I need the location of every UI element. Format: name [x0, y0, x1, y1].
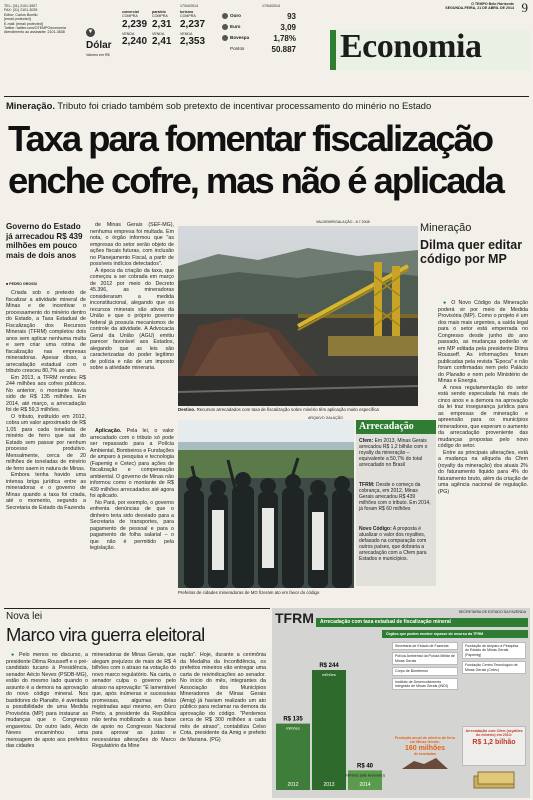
market-row: Bovespa 1,78%: [222, 34, 300, 43]
infographic: [272, 608, 530, 798]
bar-unit-label: milhões: [322, 672, 336, 677]
box-item: Novo Código: A proposta é atualizar o valor dos royalties, defasado na comparação com outros países, que dobraria a arrecadação com a Cfem para Estados e municípios.: [359, 526, 427, 562]
paragraph: ● O Novo Código da Mineração poderá vir por meio de Medida Provisória (MP). Como o projeto é um dos mais mais urgentes, a saída legal para o setor está emperrada no Congresso desde junho do ano passado, as mudanças poderão vir em MP editada pela presidente Dilma Rousseff. As informações foram publicadas pela revista "Época" e não foram confirmadas nem pelo Palácio do Planalto e nem pelo Ministério de Minas e Energia.: [438, 300, 528, 384]
infographic-credit: SECRETARIA DE ESTADO DA FAZENDA: [458, 610, 526, 614]
dot-icon: ●: [443, 300, 452, 306]
category-label: 2014: [359, 782, 371, 788]
kicker-rest: Tributo foi criado também sob pretexto de incentivar processamento do minério no Estado: [57, 100, 432, 111]
paragraph: No Pará, por exemplo, o governo enfrenta denúncias de que o dinheiro teria sido desviado para a Secretaria de transportes, para pagamento de pessoal e para o pagamento de folha salarial – o que não é permitido pela legislação.: [90, 499, 174, 551]
box-title: Arrecadação: [359, 421, 414, 432]
photo2-credit: ARQUIVO GALAÇÃO: [308, 416, 343, 420]
category-label: 2012: [287, 782, 299, 788]
contact-line: [email protected]: [4, 17, 31, 22]
market-row: Euro 3,09: [222, 23, 300, 32]
bar-value-label: R$ 40: [356, 763, 374, 770]
bottom-col-3: [180, 652, 266, 798]
organ-item: Secretaria de Estado de Fazenda: [392, 642, 458, 650]
kicker: Mineração.: [6, 100, 55, 111]
kicker-line: [6, 100, 526, 111]
bar-unit-label: milhões (até fevereiro): [345, 772, 385, 778]
date-line: SEGUNDA-FEIRA, 21 DE ABRIL DE 2014: [445, 6, 514, 11]
contact-line: Atendimento ao assinante: 2101-3838: [4, 30, 65, 35]
market-date: 17/04/2014: [262, 4, 280, 8]
tfrm-bar-chart: [272, 630, 388, 798]
bottom-col-2: [92, 652, 176, 798]
arrow-down-icon: ▼: [87, 29, 94, 35]
arrow-down-icon: [222, 13, 228, 19]
column-1: [6, 290, 86, 610]
arrow-down-icon: [222, 24, 228, 30]
paragraph: O tributo, instituído em 2012, cobra um valor aproximado de R$ 1,05 para cada tonelada de minério de ferro que sai do Estado sem passar por nenhum processo produtivo. Mensalmente, cerca de 20 milhões de toneladas de minério de ferro saem in natura de Minas.: [6, 413, 86, 472]
bottom-rule: [4, 608, 270, 609]
sidebar-title: Dilma quer editar código por MP: [420, 238, 523, 266]
paragraph: Embora tenha havido uma intensa briga jurídica entre as mineradoras e o governo de Minas quando a taxa foi criada, até o momento, segundo a Secretaria de Estado da Fazenda: [6, 472, 86, 511]
contact-line: FAX: (31) 2101-3039: [4, 8, 38, 13]
section-green-stripe: [330, 30, 336, 70]
organ-item: Instituto de Desenvolvimento Integrado de Minas Gerais (INDI): [392, 678, 458, 691]
ore-pile-icon: [400, 756, 450, 770]
photo2-caption: Prefeitos de cidades mineradoras de MG fizeram ato em favor do código: [178, 590, 320, 595]
dollar-col: turismo COMPRA 2,237 VENDA 2,353: [180, 10, 206, 48]
dollar-label: Dólar: [86, 40, 112, 51]
paragraph: Criada sob o pretexto de fiscalizar a atividade mineral de Minas e de incentivar o processamento do minério dentro do Estado, a Taxa Estadual de Fiscalização dos Recursos Minerais (TFRM) completou dois anos sem aplicar nenhuma multa e sem criar uma rotina de fiscalização nas empresas mineradoras. Apesar disso, a arrecadação estadual com o tributo cresceu 80,7% ao ano.: [6, 290, 86, 374]
bar-value-label: R$ 135: [283, 716, 303, 723]
dot-icon: ●: [11, 652, 19, 658]
contact-line: TEL: (31) 2101-3907: [4, 4, 38, 8]
dollar-col: paralelo COMPRA 2,31 VENDA 2,41: [152, 10, 172, 48]
infographic-label: TFRM: [275, 610, 314, 626]
paragraph: de Minas Gerais (SEF-MG), nenhuma empresa foi multada. Em nota, o órgão informou que "as empresas do setor serão objeto de ações fiscais futuras, com inclusão no Planejamento Fiscal, a partir de possíveis indícios detectados".: [90, 222, 174, 267]
cfem-note: Arrecadação com Cfem (royalties do minério) em 2013: R$ 1,2 bilhão: [462, 726, 526, 766]
arrecadacao-box: [356, 420, 436, 586]
contact-block: [4, 4, 84, 35]
organ-item: Fundação de Amparo à Pesquisa do Estado de Minas Gerais (Fapemig): [462, 642, 526, 659]
bottom-kicker: Nova lei: [6, 611, 43, 622]
bottom-col-1: [6, 652, 88, 798]
paper-name: O TEMPO Belo Horizonte: [471, 2, 514, 6]
paragraph: ● Pelo menos no discurso, a presidente Dilma Rousseff e o pré-candidato tucano à Presidência, senador Aécio Neves (PSDB-MG), estão do mesmo lado quando o assunto é a demora na aprovação do novo código mineral. Nos bastidores do Planalto, é aventada a possibilidade de uma Medida Provisória (MP) para instaurar as mudanças que o Congresso engavetou. Do outro lado, Aécio Neves encaminhou uma mensagem de apoio aos prefeitos das cidades: [6, 652, 88, 749]
box-item: TFRM: Desde o começo da cobrança, em 2012, Minas Gerais arrecadou R$ 439 milhões com o tributo. Em 2014, já foram R$ 60 milhões: [359, 482, 431, 512]
sidebar-text: [438, 300, 528, 592]
bar-unit-label: milhões: [286, 725, 300, 731]
masthead-rule: [4, 96, 529, 97]
photo-credit: VALDEMIR/GALAÇÃO - 8.7.2008: [316, 220, 370, 224]
paragraph: Entre as principais alterações, está a mudança na alíquota da Cfem (royalty da mineração) dos atuais 2% do faturamento líquido para 4% do faturamento bruto, além da criação de uma agência nacional de regulação. (PG): [438, 449, 528, 495]
mining-terminal-illustration: [178, 226, 418, 406]
main-photo: [178, 226, 418, 406]
bar: [276, 724, 310, 790]
page-number: 9: [521, 0, 528, 15]
paragraph: ração". Hoje, durante a cerimônia da Medalha da Inconfidência, os prefeitos mineiros vão entregar uma carta de reivindicações ao senador. No início do mês, integrantes da Associação dos Municípios Mineradores de Minas Gerais (Amig) já haviam realizado um ato público para reclamar na demora da aprovação do código. "Perdemos cerca de R$ 300 milhões a cada mês de atraso", contabiliza Celso Cota, presidente da Amig e prefeito de Mariana. (PG): [180, 652, 266, 743]
market-widget: [222, 4, 300, 76]
paragraph: Aplicação. Pela lei, o valor arrecadado com o tributo só pode ser repassado para a Polícia Ambiental, Bombeiros e Fundações de amparo à pesquisa e tecnologia (Fapemig e Cetec) para ações de fiscalização e compensação ambiental. O governo de Minas não informou como o montante de R$ 439 milhões arrecadados até agora foi aplicado.: [90, 428, 174, 499]
organ-item: Fundação Centro Tecnológico de Minas Gerais (Cetec): [462, 661, 526, 674]
organs-right: [462, 642, 526, 676]
organs-left: [392, 642, 458, 692]
organ-item: Polícia Ambiental da Polícia Militar de Minas Gerais: [392, 652, 458, 665]
contact-line: Twitter: twitter.com/OTEMPOeconomia: [4, 26, 66, 31]
bar: [312, 670, 346, 790]
byline: ■ PEDRO GROSSI: [6, 282, 37, 286]
column-2: [90, 222, 174, 422]
market-row: Pontos 50.887: [230, 45, 296, 54]
paper-header: [368, 2, 530, 14]
dollar-col: comercial COMPRA 2,239 VENDA 2,240: [122, 10, 148, 48]
headline: Taxa para fomentar fiscalização enche cofre, mas não é aplicada: [8, 118, 503, 201]
contact-line: E-mail: [email protected]: [4, 21, 43, 26]
market-row: Ouro 93: [222, 12, 300, 21]
paragraph: À época da criação da taxa, que começou a ser cobrada em março de 2012 por meio do Decreto 45.396, as mineradoras consideraram a medida inconstitucional, alegando que os recursos minerais são ativos da União e que o próprio governo federal já possuía mecanismos de controle da atividade. A Advocacia Geral da União (AGU) emitiu parecer favorável aos Estados, alegando que as leis são caracterizadas do poder legítimo de polícia e não de um imposto sobre a atividade mineraria.: [90, 267, 174, 371]
infographic-title: Arrecadação com taxa estadual de fiscalização mineral: [320, 619, 451, 625]
deck: Governo do Estado já arrecadou R$ 439 milhões em pouco mais de dois anos: [6, 222, 83, 260]
dollar-columns: [122, 10, 228, 74]
paragraph: Em 2013, a TFRM rendeu R$ 244 milhões aos cofres públicos. No anterior, o montante havia sido de R$ 135 milhões. Em 2014, até março, a arrecadação foi de R$ 59,3 milhões.: [6, 374, 86, 413]
ore-production-note: Produção anual de minério de ferro em Minas Gerais: 160 milhões de toneladas: [394, 736, 456, 775]
contact-line: Editor: Carlos Bonillo: [4, 12, 38, 17]
photo-caption: Destino. Recursos arrecadados com taxa de fiscalização sobre minério têm aplicação muito específica: [178, 407, 379, 412]
organs-title: Órgãos que podem receber repasse do recurso da TFRM: [386, 632, 484, 636]
column-2b: [90, 428, 174, 608]
box-item: Cfem: Em 2013, Minas Gerais arrecadou R$ 1,2 bilhão com o royalty da mineração – equivalente a 50,7% do total arrecadado no Brasil: [359, 438, 428, 468]
second-photo: [178, 420, 354, 588]
arrow-up-icon: [222, 35, 228, 41]
category-label: 2013: [323, 782, 335, 788]
organ-item: Corpo de Bombeiros: [392, 667, 458, 675]
bar-value-label: R$ 244: [319, 663, 339, 669]
dollar-sub: Valores em R$: [86, 53, 110, 57]
dollar-date: 17/04/2014: [180, 4, 198, 8]
paragraph: A nova regulamentação do setor está sendo especulada há mais de cinco anos e a demora na aprovação da lei traz insegurança jurídica para as empresas de mineração e apreensão para os municípios mineradores, que esperam o aumento da arrecadação proveniente das mudanças propostas pelo novo código do setor.: [438, 384, 528, 449]
money-stack-icon: [470, 770, 520, 792]
mayors-rally-illustration: [178, 420, 354, 588]
bottom-headline: Marco vira guerra eleitoral: [6, 624, 205, 645]
bullet-icon: ■: [6, 282, 10, 286]
section-title: Economia: [340, 28, 482, 65]
paragraph: mineradoras de Minas Gerais, que alegam prejuízos de mais de R$ 4 bilhões com o atraso na votação do novo marco regulatório. Na carta, o senador culpa o governo pelo atraso na aprovação: "É lamentável que, após inúmeras e sucessivas promessas, algumas delas registradas aqui mesmo, em Ouro Preto, a presidente da República não tenha mobilizado a sua base de apoio no Congresso Nacional para aprovar as justas e necessárias alterações do Marco Regulatório da Mine: [92, 652, 176, 749]
sidebar-kicker: Mineração: [420, 222, 472, 234]
